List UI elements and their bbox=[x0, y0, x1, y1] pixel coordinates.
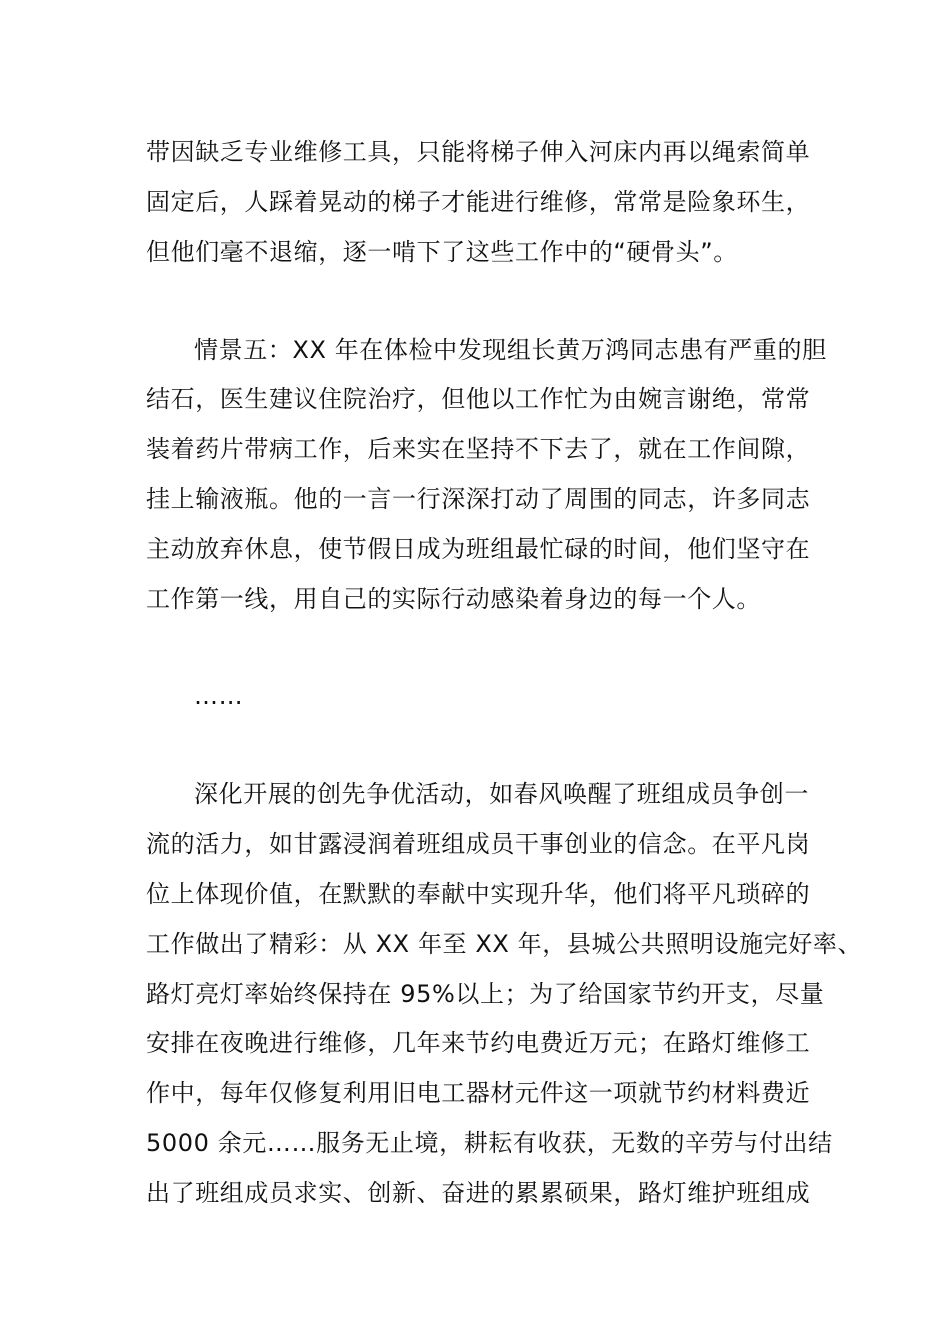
text-line: 工作第一线，用自己的实际行动感染着身边的每一个人。 bbox=[146, 585, 761, 613]
paragraph-start-line: 情景五：XX 年在体检中发现组长黄万鸿同志患有严重的胆 bbox=[194, 336, 827, 364]
text-line: 挂上输液瓶。他的一言一行深深打动了周围的同志，许多同志 bbox=[146, 485, 811, 513]
text-line: 作中，每年仅修复利用旧电工器材元件这一项就节约材料费近 bbox=[146, 1079, 811, 1107]
text-line: 位上体现价值，在默默的奉献中实现升华，他们将平凡琐碎的 bbox=[146, 880, 811, 908]
text-line: 工作做出了精彩：从 XX 年至 XX 年，县城公共照明设施完好率、 bbox=[146, 930, 863, 958]
paragraph-start-line: 深化开展的创先争优活动，如春风唤醒了班组成员争创一 bbox=[194, 780, 809, 808]
text-line: 结石，医生建议住院治疗，但他以工作忙为由婉言谢绝，常常 bbox=[146, 385, 811, 413]
text-line: 安排在夜晚进行维修，几年来节约电费近万元；在路灯维修工 bbox=[146, 1029, 811, 1057]
text-line: 流的活力，如甘露浸润着班组成员干事创业的信念。在平凡岗 bbox=[146, 830, 811, 858]
text-line: 5000 余元……服务无止境，耕耘有收获，无数的辛劳与付出结 bbox=[146, 1129, 833, 1157]
text-line: 带因缺乏专业维修工具，只能将梯子伸入河床内再以绳索简单 bbox=[146, 138, 811, 166]
text-line: 路灯亮灯率始终保持在 95%以上；为了给国家节约开支，尽量 bbox=[146, 980, 825, 1008]
text-line: 出了班组成员求实、创新、奋进的累累硕果，路灯维护班组成 bbox=[146, 1179, 811, 1207]
text-line: 主动放弃休息，使节假日成为班组最忙碌的时间，他们坚守在 bbox=[146, 535, 811, 563]
text-line: 但他们毫不退缩，逐一啃下了这些工作中的“硬骨头”。 bbox=[146, 238, 738, 266]
text-line: 装着药片带病工作，后来实在坚持不下去了，就在工作间隙， bbox=[146, 435, 811, 463]
ellipsis-line: …… bbox=[194, 682, 244, 710]
text-line: 固定后，人踩着晃动的梯子才能进行维修，常常是险象环生， bbox=[146, 188, 811, 216]
